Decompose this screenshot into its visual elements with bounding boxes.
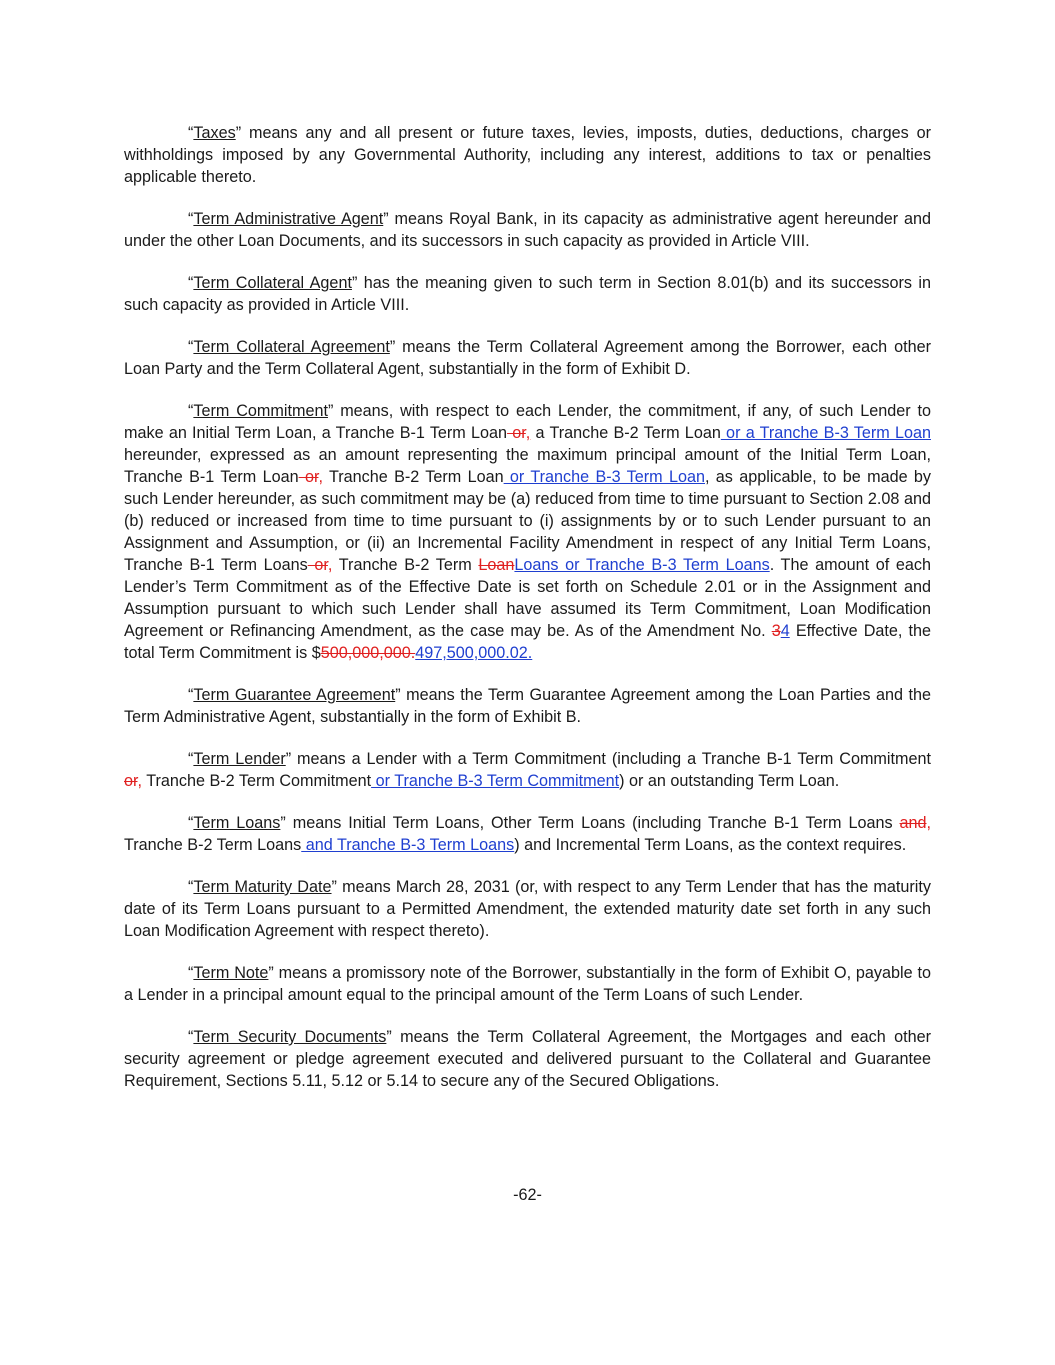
defined-term: Term Collateral Agent [193, 274, 352, 292]
defined-term: Term Collateral Agreement [193, 338, 390, 356]
defined-term: Term Maturity Date [193, 878, 332, 896]
definition-text: ” means the Term Collateral Agreement, the Mortgages and each other security agreement or pledge agreement executed and delivered pursuant to the Collateral and Guarantee Requirement, Sections 5.11, 5.12 or 5.14 to secure any of the Secured Obligations. [124, 1028, 931, 1090]
definition-term-security-documents: “Term Security Documents” means the Term Collateral Agreement, the Mortgages and each other security agreement or pledge agreement executed and delivered pursuant to the Collateral and Guarantee Requirement, Sections 5.11, 5.12 or 5.14 to secure any of the Secured Obligations. [124, 1028, 931, 1090]
definition-term-commitment: “Term Commitment” means, with respect to each Lender, the commitment, if any, of such Lender to make an Initial Term Loan, a Tranche B-1 Term Loan or, a Tranche B-2 Term Loan or a Tranche B-3 Term Loan hereunder, expressed as an amount representing the maximum principal amount of the Initial Term Loan, Tranche B-1 Term Loan or, Tranche B-2 Term Loan or Tranche B-3 Term Loan, as applicable, to be made by such Lender hereunder, as such commitment may be (a) reduced from time to time pursuant to Section 2.08 and (b) reduced or increased from time to time pursuant to (i) assignments by or to such Lender pursuant to an Assignment and Assumption, or (ii) an Incremental Facility Amendment in respect of any Initial Term Loans, Tranche B-1 Term Loans or, Tranche B-2 Term LoanLoans or Tranche B-3 Term Loans. The amount of each Lender’s Term Commitment as of the Effective Date is set forth on Schedule 2.01 or in the Assignment and Assumption pursuant to which such Lender shall have assumed its Term Commitment, Loan Modification Agreement or Refinancing Amendment, as the case may be. As of the Amendment No. 34 Effective Date, the total Term Commitment is $500,000,000.497,500,000.02. [124, 402, 932, 662]
definition-text: ” means any and all present or future taxes, levies, imposts, duties, deductions, charges or withholdings imposed by any Governmental Authority, including any interest, additions to tax or penalties applicable thereto. [124, 124, 931, 186]
definition-text: Tranche B-2 Term Loans [124, 836, 302, 854]
definition-text: ” means the Term Guarantee Agreement among the Loan Parties and the Term Administrative Agent, substantially in the form of Exhibit B. [124, 686, 931, 726]
deleted-text: Loan [478, 556, 515, 574]
inserted-text: 497,500,000.02. [415, 644, 533, 662]
inserted-text: , [137, 772, 142, 790]
definition-term-guarantee-agreement: “Term Guarantee Agreement” means the Term Guarantee Agreement among the Loan Parties and the Term Administrative Agent, substantially in the form of Exhibit B. [124, 686, 931, 726]
definition-text: a Tranche B-2 Term Loan [530, 424, 721, 442]
inserted-text: or a Tranche B-3 Term Loan [720, 424, 931, 442]
page-number: -62- [513, 1186, 542, 1204]
definition-text: hereunder, expressed as an amount representing the maximum principal amount of the Initial Term Loan, Tranche B-1 Term Loan [124, 446, 931, 486]
defined-term: Term Note [193, 964, 269, 982]
definition-taxes: “Taxes” means any and all present or future taxes, levies, imposts, duties, deductions, charges or withholdings imposed by any Governmental Authority, including any interest, additions to tax or penalties applicable thereto. [124, 124, 931, 186]
defined-term: Term Administrative Agent [193, 210, 384, 228]
definition-text: Tranche B-2 Term Loan [322, 468, 504, 486]
defined-term: Term Loans [193, 814, 281, 832]
definition-text: ” means Initial Term Loans, Other Term Loans (including Tranche B-1 Term Loans [280, 814, 900, 832]
deleted-text: and [899, 814, 927, 832]
inserted-text: , [318, 468, 323, 486]
definition-text: ) or an outstanding Term Loan. [619, 772, 840, 790]
defined-term: Term Guarantee Agreement [193, 686, 396, 704]
deleted-text: or [307, 556, 328, 574]
inserted-text: or Tranche B-3 Term Commitment [371, 772, 620, 790]
definition-text: ” means March 28, 2031 (or, with respect to any Term Lender that has the maturity date of its Term Loans pursuant to a Permitted Amendment, the extended maturity date set forth in any such Loan Modification Agreement with respect thereto). [124, 878, 931, 940]
inserted-text: , [327, 556, 333, 574]
document-page [124, 122, 931, 1112]
definition-term-maturity-date: “Term Maturity Date” means March 28, 2031 (or, with respect to any Term Lender that has the maturity date of its Term Loans pursuant to a Permitted Amendment, the extended maturity date set forth in any such Loan Modification Agreement with respect thereto). [124, 878, 931, 940]
inserted-text: or Tranche B-3 Term Loan [503, 468, 705, 486]
definition-term-loans: “Term Loans” means Initial Term Loans, Other Term Loans (including Tranche B-1 Term Loans and, Tranche B-2 Term Loans and Tranche B-3 Term Loans) and Incremental Term Loans, as the context requires. [124, 814, 931, 854]
definition-text: ” has the meaning given to such term in Section 8.01(b) and its successors in such capacity as provided in Article VIII. [124, 274, 931, 314]
definition-term-collateral-agreement: “Term Collateral Agreement” means the Term Collateral Agreement among the Borrower, each other Loan Party and the Term Collateral Agent, substantially in the form of Exhibit D. [124, 338, 931, 378]
defined-term: Term Commitment [193, 402, 328, 420]
definition-text: Tranche B-2 Term [332, 556, 479, 574]
definition-term-collateral-agent: “Term Collateral Agent” has the meaning given to such term in Section 8.01(b) and its successors in such capacity as provided in Article VIII. [124, 274, 931, 314]
defined-term: Term Security Documents [193, 1028, 387, 1046]
definition-text: ” means, with respect to each Lender, the commitment, if any, of such Lender to make an Initial Term Loan, a Tranche B-1 Term Loan [124, 402, 931, 442]
inserted-text: , [926, 814, 931, 832]
definition-text: ” means the Term Collateral Agreement among the Borrower, each other Loan Party and the Term Collateral Agent, substantially in the form of Exhibit D. [124, 338, 931, 378]
definition-text: . The amount of each Lender’s Term Commitment as of the Effective Date is set forth on Schedule 2.01 or in the Assignment and Assumption pursuant to which such Lender shall have assumed its Term Commitment, Loan Modification Agreement or Refinancing Amendment, as the case may be. As of the Amendment No. [124, 556, 932, 640]
definition-text: ” means Royal Bank, in its capacity as administrative agent hereunder and under the other Loan Documents, and its successors in such capacity as provided in Article VIII. [124, 210, 931, 250]
definition-term-lender: “Term Lender” means a Lender with a Term Commitment (including a Tranche B-1 Term Commitment or, Tranche B-2 Term Commitment or Tranche B-3 Term Commitment) or an outstanding Term Loan. [124, 750, 931, 790]
defined-term: Taxes [193, 124, 236, 142]
inserted-text: and Tranche B-3 Term Loans [301, 836, 515, 854]
inserted-text: 4 [780, 622, 790, 640]
definition-text: , as applicable, to be made by such Lender hereunder, as such commitment may be (a) reduced from time to time pursuant to Section 2.08 and (b) reduced or increased from time to time pursuant to (i) assignments by or to such Lender pursuant to an Assignment and Assumption, or (ii) an Incremental Facility Amendment in respect of any Initial Term Loans, Tranche B-1 Term Loans [124, 468, 931, 574]
definition-text: Tranche B-2 Term Commitment [142, 772, 372, 790]
definition-term-note: “Term Note” means a promissory note of the Borrower, substantially in the form of Exhibit O, payable to a Lender in a principal amount equal to the principal amount of the Term Loans of such Lender. [124, 964, 931, 1004]
definition-text: ” means a Lender with a Term Commitment (including a Tranche B-1 Term Commitment [285, 750, 931, 768]
deleted-text: 500,000,000. [320, 644, 416, 662]
deleted-text: or [507, 424, 526, 442]
inserted-text: Loans or Tranche B-3 Term Loans [514, 556, 770, 574]
deleted-text: 3 [771, 622, 781, 640]
definition-text: ) and Incremental Term Loans, as the context requires. [514, 836, 907, 854]
definition-term-administrative-agent: “Term Administrative Agent” means Royal Bank, in its capacity as administrative agent hereunder and under the other Loan Documents, and its successors in such capacity as provided in Article VIII. [124, 210, 931, 250]
deleted-text: or [124, 772, 138, 790]
inserted-text: , [525, 424, 531, 442]
definition-text: Effective Date, the total Term Commitment is $ [124, 622, 931, 662]
defined-term: Term Lender [193, 750, 286, 768]
definition-text: ” means a promissory note of the Borrower, substantially in the form of Exhibit O, payable to a Lender in a principal amount equal to the principal amount of the Term Loans of such Lender. [124, 964, 931, 1004]
deleted-text: or [298, 468, 319, 486]
